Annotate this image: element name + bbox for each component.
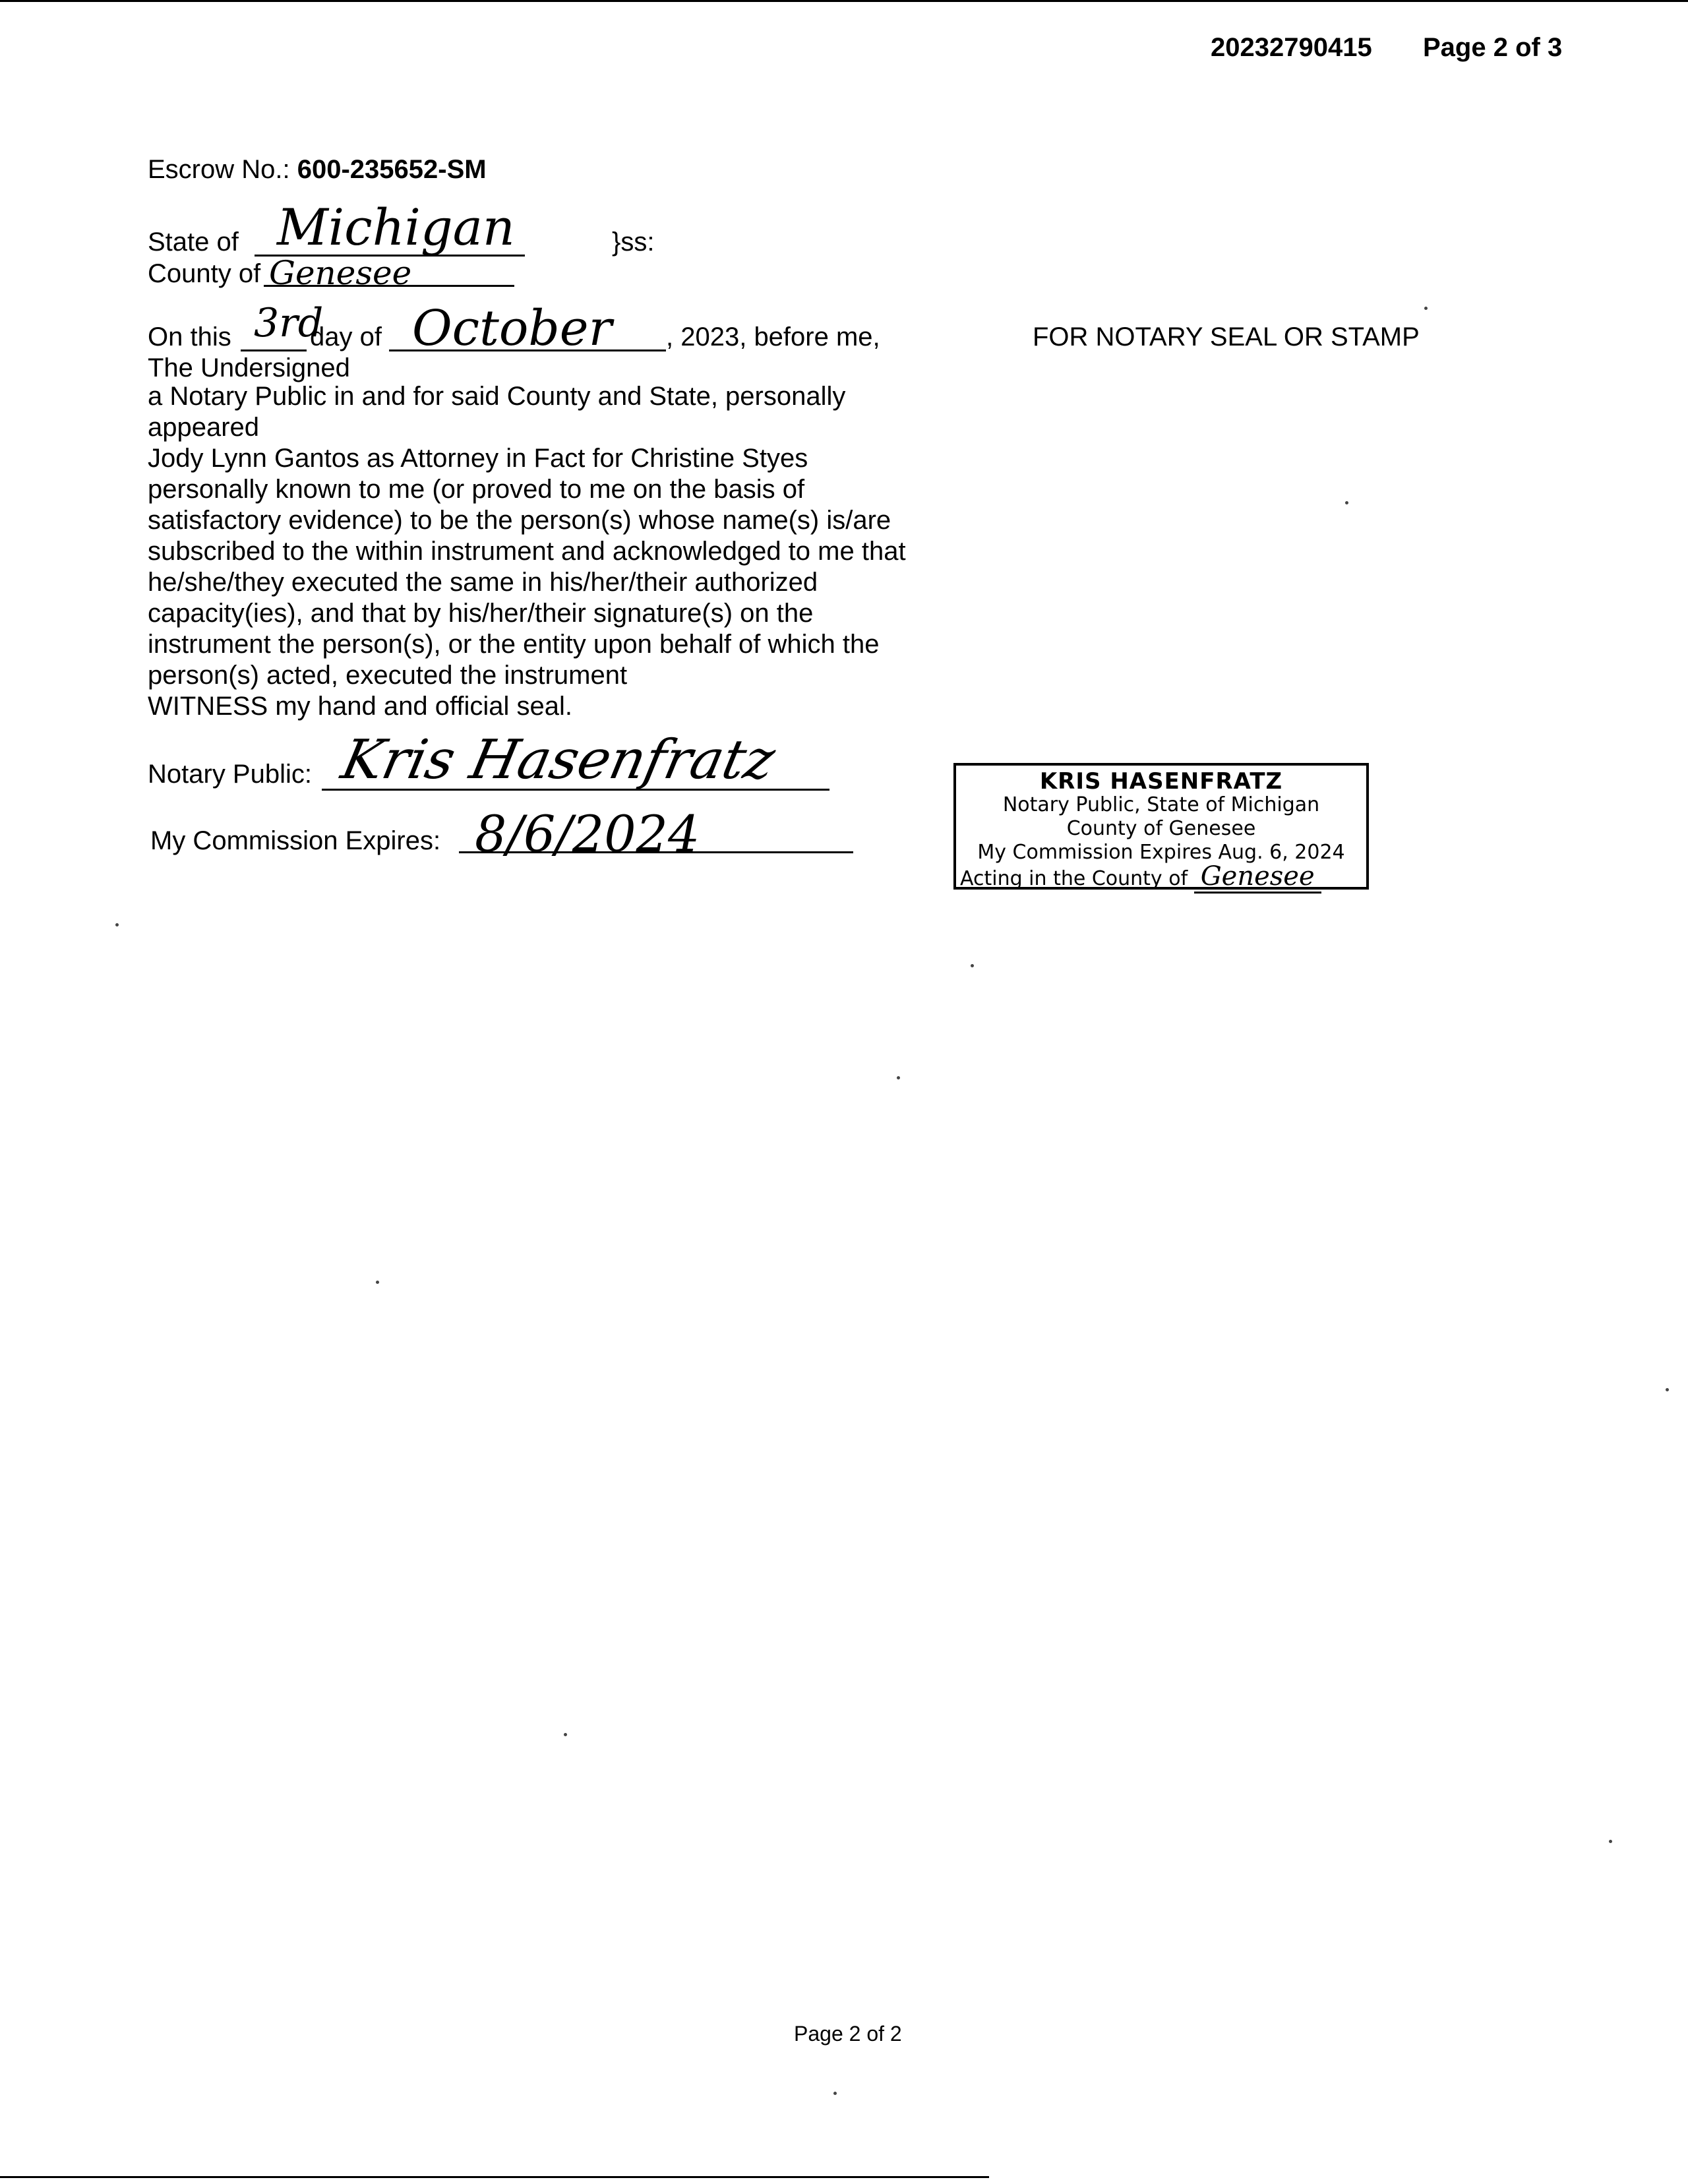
notary-stamp [953, 763, 1369, 890]
scan-speck [897, 1076, 900, 1079]
bottom-scan-line [0, 2176, 989, 2178]
stamp-line: County of Genesee [1066, 817, 1256, 840]
body-line: capacity(ies), and that by his/her/their signature(s) on the [148, 599, 814, 628]
body-line: WITNESS my hand and official seal. [148, 692, 572, 721]
stamp-name: KRIS HASENFRATZ [1039, 768, 1283, 795]
month-handwritten: October [412, 300, 612, 357]
county-handwritten: Genesee [269, 254, 412, 292]
stamp-line: Notary Public, State of Michigan [1002, 793, 1320, 816]
day-underline [241, 349, 307, 351]
scan-speck [1666, 1388, 1669, 1391]
notary-public-label: Notary Public: [148, 760, 312, 789]
body-line: a Notary Public in and for said County and State, personally [148, 382, 846, 411]
scan-speck [1424, 307, 1428, 310]
body-line: personally known to me (or proved to me on the basis of [148, 475, 805, 504]
stamp-acting-line [956, 861, 1366, 892]
escrow-label: Escrow No.: [148, 155, 290, 184]
scan-speck [376, 1281, 379, 1284]
notary-signature: Kris Hasenfratz [336, 729, 781, 791]
stamp-acting-label: Acting in the County of [960, 867, 1188, 890]
commission-label: My Commission Expires: [150, 826, 441, 855]
footer-page-label: Page 2 of 2 [794, 2022, 902, 2046]
page-indicator: Page 2 of 3 [1423, 33, 1563, 62]
body-line: subscribed to the within instrument and acknowledged to me that [148, 537, 906, 566]
year-text: , 2023, before me, [666, 322, 880, 351]
notary-seal-caption: FOR NOTARY SEAL OR STAMP [1033, 322, 1420, 351]
body-line: he/she/they executed the same in his/her/their authorized [148, 568, 818, 597]
scan-speck [833, 2092, 837, 2095]
document-number: 20232790415 [1211, 33, 1372, 62]
scan-speck [1609, 1840, 1612, 1843]
ss-label: }ss: [612, 228, 655, 257]
scan-speck [1345, 501, 1348, 504]
escrow-line [148, 155, 487, 185]
body-line: instrument the person(s), or the entity upon behalf of which the [148, 630, 880, 659]
top-border [0, 0, 1688, 2]
scan-speck [971, 964, 974, 967]
stamp-acting-county: Genesee [1194, 861, 1321, 894]
commission-handwritten: 8/6/2024 [475, 804, 700, 863]
scan-speck [115, 923, 119, 926]
body-line: person(s) acted, executed the instrument [148, 661, 628, 690]
day-of-label: day of [310, 322, 382, 351]
day-handwritten: 3rd [254, 300, 324, 346]
body-line: Jody Lynn Gantos as Attorney in Fact for Christine Styes [148, 444, 808, 473]
county-label: County of [148, 259, 261, 288]
body-line: appeared [148, 413, 260, 442]
state-handwritten: Michigan [277, 198, 515, 257]
acknowledgment-body [148, 381, 906, 722]
body-line: satisfactory evidence) to be the person(s) whose name(s) is/are [148, 506, 891, 535]
escrow-number: 600-235652-SM [297, 155, 487, 184]
officer-name: The Undersigned [148, 353, 350, 382]
stamp-line: My Commission Expires Aug. 6, 2024 [977, 841, 1345, 864]
scan-speck [564, 1733, 567, 1736]
on-this-label: On this [148, 322, 231, 351]
state-label: State of [148, 228, 239, 257]
